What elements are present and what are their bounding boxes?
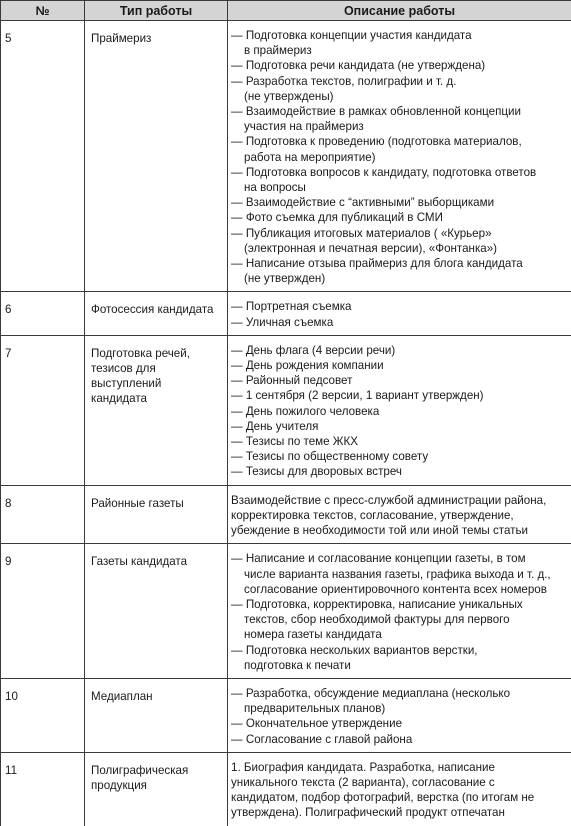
row-work-type [85,292,228,335]
description-line: — Взаимодействие в рамках обновленной концепции [231,104,567,119]
row-description [228,292,571,335]
description-line: — Взаимодействие с “активными” выборщиками [231,195,567,210]
description-line: (не утверждены) [231,89,567,104]
description-line: работа на мероприятие) [231,150,567,165]
row-number: 5 [1,21,85,292]
row-work-type [85,678,228,752]
description-line: Взаимодействие с пресс-службой администрации района, [231,493,567,508]
work-type-line: выступлений [91,376,225,391]
row-description [228,752,571,825]
row-description [228,485,571,544]
table-row [1,544,571,679]
table-row [1,21,571,292]
row-number: 10 [1,678,85,752]
work-type-line: Полиграфическая [91,763,225,778]
row-number: 8 [1,485,85,544]
table-row [1,485,571,544]
row-work-type [85,21,228,292]
description-line: — День учителя [231,419,567,434]
row-description [228,678,571,752]
table-body [1,21,571,826]
work-type-line: Районные газеты [91,496,225,511]
description-line: — Тезисы по общественному совету [231,449,567,464]
row-work-type [85,335,228,485]
description-line: кандидатом, подбор фотографий, верстка (по итогам не [231,790,567,805]
row-number: 6 [1,292,85,335]
description-line: — Тезисы для дворовых встреч [231,464,567,479]
description-line: номера газеты кандидата [231,627,567,642]
description-line: (не утвержден) [231,271,567,286]
description-line: — Подготовка концепции участия кандидата [231,28,567,43]
description-line: — Написание и согласование концепции газеты, в том [231,551,567,566]
work-type-line: продукция [91,778,225,793]
work-type-line: Подготовка речей, [91,346,225,361]
description-line: — Подготовка, корректировка, написание уникальных [231,597,567,612]
description-line: — Подготовка нескольких вариантов верстки, [231,643,567,658]
description-line: — Согласование с главой района [231,732,567,747]
table-header-row [1,1,571,21]
description-line: — День рождения компании [231,358,567,373]
description-line: — Уличная съемка [231,315,567,330]
header-work-type: Тип работы [85,1,228,21]
description-line: на вопросы [231,180,567,195]
table-row [1,678,571,752]
row-description [228,335,571,485]
work-type-line: Медиаплан [91,689,225,704]
row-work-type [85,485,228,544]
description-line: предварительных планов) [231,701,567,716]
work-type-line: Праймериз [91,31,225,46]
table-row [1,292,571,335]
header-work-description: Описание работы [228,1,571,21]
row-number: 9 [1,544,85,679]
description-line: — Написание отзыва праймериз для блога кандидата [231,256,567,271]
description-line: текстов, сбор необходимой фактуры для первого [231,612,567,627]
description-line: — Публикация итоговых материалов ( «Курьер» [231,226,567,241]
description-line: — Окончательное утверждение [231,716,567,731]
row-work-type [85,752,228,825]
table-row [1,335,571,485]
description-line: — Фото съемка для публикаций в СМИ [231,210,567,225]
row-work-type [85,544,228,679]
row-description [228,544,571,679]
description-line: — 1 сентября (2 версии, 1 вариант утвержден) [231,388,567,403]
description-line: участия на праймериз [231,119,567,134]
table-row [1,752,571,825]
work-type-line: тезисов для [91,361,225,376]
row-description [228,21,571,292]
description-line: подготовка к печати [231,658,567,673]
row-number: 11 [1,752,85,825]
row-number: 7 [1,335,85,485]
description-line: — Подготовка вопросов к кандидату, подготовка ответов [231,165,567,180]
description-line: в праймериз [231,43,567,58]
description-line: корректировка текстов, согласование, утверждение, [231,508,567,523]
description-line: — Портретная съемка [231,299,567,314]
description-line: утверждена). Полиграфический продукт отпечатан [231,805,567,820]
work-type-line: Газеты кандидата [91,554,225,569]
description-line: — Подготовка к проведению (подготовка материалов, [231,134,567,149]
description-line: 1. Биография кандидата. Разработка, написание [231,760,567,775]
description-line: — Районный педсовет [231,373,567,388]
work-type-line: кандидата [91,391,225,406]
description-line: — Тезисы по теме ЖКХ [231,434,567,449]
description-line: — День пожилого человека [231,404,567,419]
description-line: (электронная и печатная версии), «Фонтанка») [231,241,567,256]
description-line: — Разработка текстов, полиграфии и т. д. [231,74,567,89]
description-line: — День флага (4 версии речи) [231,343,567,358]
description-line: убеждение в необходимости той или иной темы статьи [231,523,567,538]
description-line: — Подготовка речи кандидата (не утверждена) [231,58,567,73]
description-line: уникального текста (2 варианта), согласование с [231,775,567,790]
description-line: числе варианта названия газеты, графика выхода и т. д., [231,567,567,582]
work-type-line: Фотосессия кандидата [91,302,225,317]
description-line: согласование ориентировочного контента всех номеров [231,582,567,597]
description-line: — Разработка, обсуждение медиаплана (несколько [231,686,567,701]
header-number: № [1,1,85,21]
